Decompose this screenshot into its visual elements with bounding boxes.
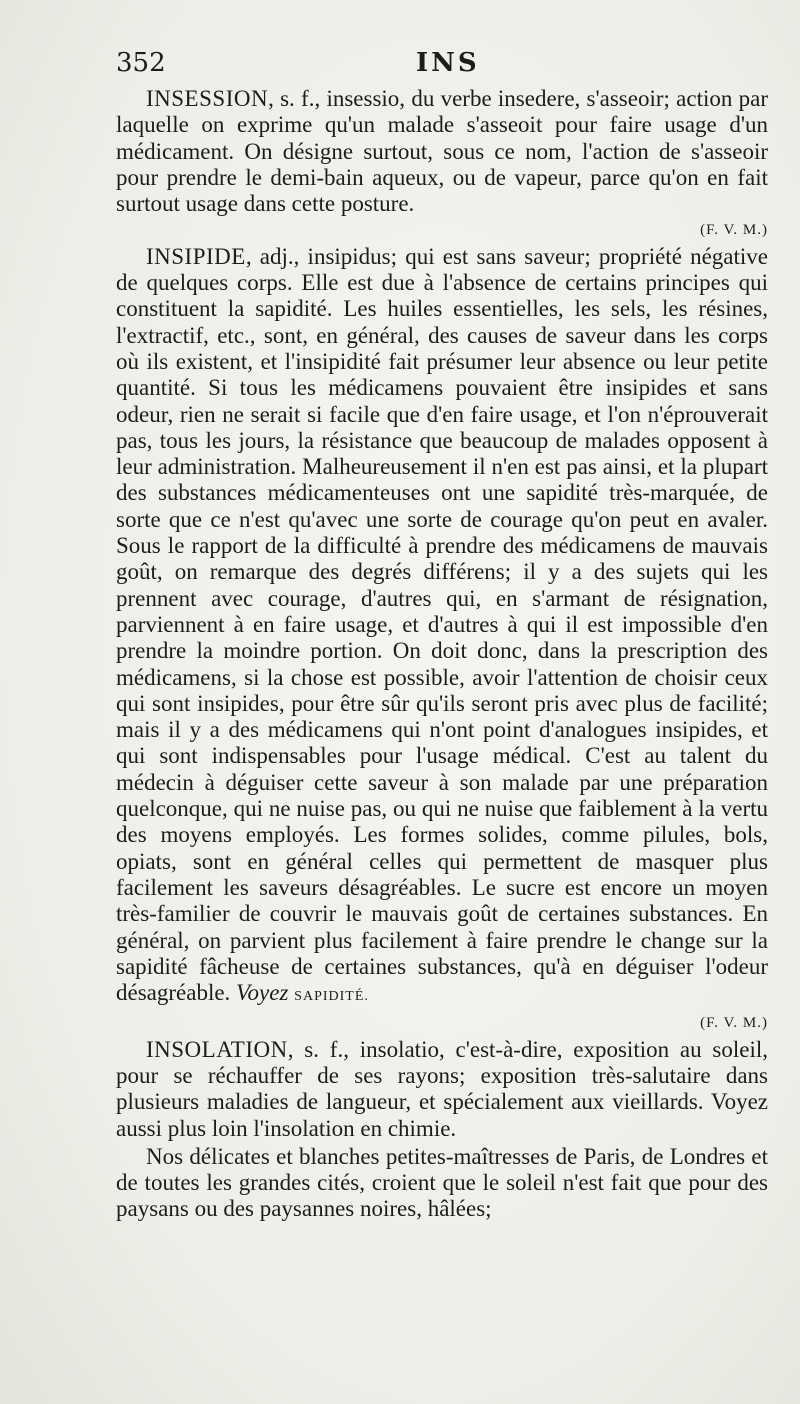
entry-insolation	[116, 1037, 768, 1223]
entry-text: , s. f., insessio, du verbe insedere, s'asseoir; action par laquelle on exprime qu'un malade s'asseoit pour faire usage d'un médicament. On désigne surtout, sous ce nom, l'action de s'asseoir pour prendre le demi-bain aqueux, ou de vapeur, parce qu'on en fait surtout usage dans cette posture.	[116, 86, 768, 217]
author-signature: (F. V. M.)	[700, 1015, 768, 1032]
entry-paragraph	[116, 244, 768, 1011]
entry-paragraph	[116, 1037, 768, 1142]
headword: INSIPIDE	[146, 243, 246, 269]
page-body	[116, 86, 768, 1223]
author-signature: (F. V. M.)	[700, 222, 768, 239]
entry-text: , s. f., insolatio, c'est-à-dire, exposition au soleil, pour se réchauffer de ses rayons; exposition très-salutaire dans plusieurs maladies de langueur, et spécialement aux vieillards. Voyez aussi plus loin l'insolation en chimie.	[116, 1036, 768, 1141]
headword: INSESSION	[146, 86, 269, 111]
cross-reference-label: Voyez	[236, 980, 289, 1006]
running-head: INS	[416, 48, 480, 78]
entry-insession	[116, 86, 768, 244]
headword: INSOLATION	[146, 1036, 288, 1062]
cross-reference-target: SAPIDITÉ.	[294, 989, 369, 1005]
page-header	[116, 48, 768, 88]
page-number: 352	[116, 48, 166, 78]
entry-insipide	[116, 244, 768, 1037]
entry-text: , adj., insipidus; qui est sans saveur; propriété négative de quelques corps. Elle est due à l'absence de certains principes qui constituent la sapidité. Les huiles essentielles, les sels, les résines, l'extractif, etc., sont, en général, des causes de saveur dans les corps où ils existent, et l'insipidité fait présumer leur absence ou leur petite quantité. Si tous les médicamens pouvaient être insipides et sans odeur, rien ne serait si facile que d'en faire usage, et l'on n'éprouverait pas, tous les jours, la résistance que beaucoup de malades opposent à leur administration. Malheureusement il n'en est pas ainsi, et la plupart des substances médicamenteuses ont une sapidité très-marquée, de sorte que ce n'est qu'avec une sorte de courage qu'on peut en avaler. Sous le rapport de la difficulté à prendre des médicamens de mauvais goût, on remarque des degrés différens; il y a des sujets qui les prennent avec courage, d'autres qui, en s'armant de résignation, parviennent à en faire usage, et d'autres à qui il est impossible d'en prendre la moindre portion. On doit donc, dans la prescription des médicamens, si la chose est possible, avoir l'attention de choisir ceux qui sont insipides, pour être sûr qu'ils seront pris avec plus de facilité; mais il y a des médicamens qui n'ont point d'analogues insipides, et qui sont indispensables pour l'usage médical. C'est au talent du médecin à déguiser cette saveur à son malade par une préparation quelconque, qui ne nuise pas, ou qui ne nuise que faiblement à la vertu des moyens employés. Les formes solides, comme pilules, bols, opiats, sont en général celles qui permettent de masquer plus facilement les saveurs désagréables. Le sucre est encore un moyen très-familier de couvrir le mauvais goût de certaines substances. En général, on parvient plus facilement à faire prendre le change sur la sapidité fâcheuse de certaines substances, qu'à en déguiser l'odeur désagréable.	[116, 243, 768, 1006]
continuation-paragraph: Nos délicates et blanches petites-maîtresses de Paris, de Londres et de toutes les grandes cités, croient que le soleil n'est fait que pour des paysans ou des paysannes noires, hâlées;	[116, 1143, 768, 1222]
entry-paragraph	[116, 86, 768, 217]
